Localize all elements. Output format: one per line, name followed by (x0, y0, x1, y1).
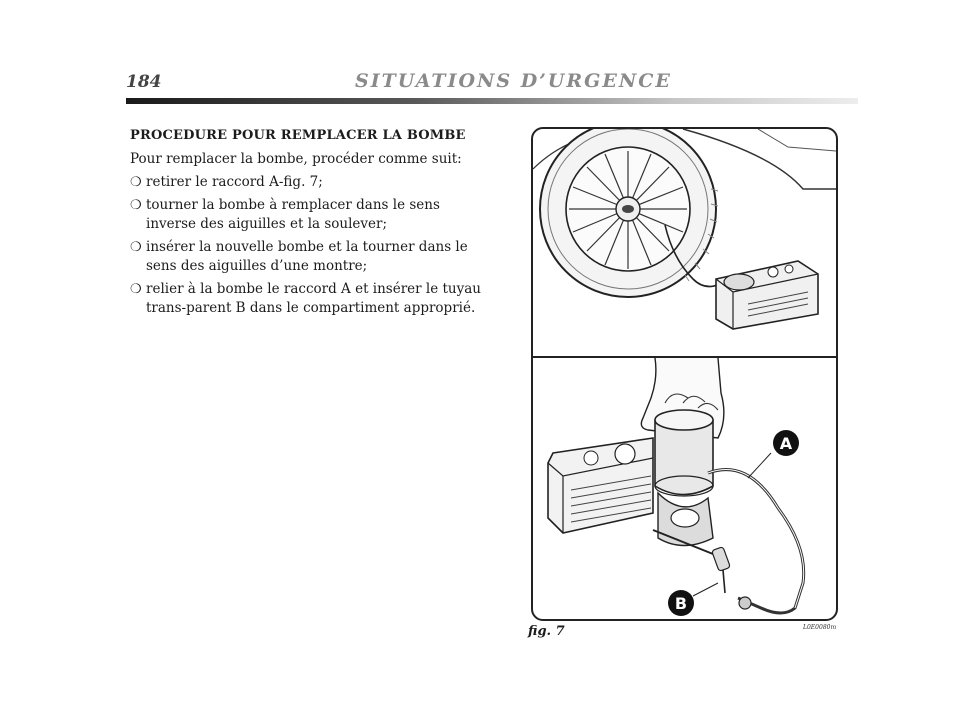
step-list (130, 173, 485, 318)
bullet-icon: ❍ (130, 282, 142, 297)
intro-text: Pour remplacer la bombe, procéder comme suit: (130, 151, 462, 167)
list-item (130, 238, 485, 276)
bullet-icon: ❍ (130, 240, 142, 255)
list-item (130, 196, 485, 234)
step-text: relier à la bombe le raccord A et insérer le tuyau trans-parent B dans le compartiment approprié. (146, 281, 481, 316)
section-heading: PROCEDURE POUR REMPLACER LA BOMBE (130, 128, 466, 143)
cartridge-replacement-illustration (533, 358, 836, 619)
running-title: SITUATIONS D’URGENCE (355, 70, 672, 92)
figure-code: L0E0080m (803, 624, 837, 631)
step-text: tourner la bombe à remplacer dans le sens inverse des aiguilles et la soulever; (146, 197, 440, 232)
callout-b-label: B (674, 594, 688, 613)
step-text: retirer le raccord A-fig. 7; (146, 174, 323, 190)
bullet-icon: ❍ (130, 175, 142, 190)
page-number: 184 (126, 72, 162, 92)
wheel-compressor-illustration (533, 129, 836, 356)
figure-illustration (531, 127, 838, 621)
step-text: insérer la nouvelle bombe et la tourner dans le sens des aiguilles d’une montre; (146, 239, 468, 274)
instructions-column (130, 126, 485, 322)
figure-caption: fig. 7 (528, 624, 565, 639)
list-item (130, 173, 485, 192)
list-item (130, 280, 485, 318)
header-rule (126, 98, 858, 104)
bullet-icon: ❍ (130, 198, 142, 213)
callout-a-label: A (779, 434, 793, 453)
